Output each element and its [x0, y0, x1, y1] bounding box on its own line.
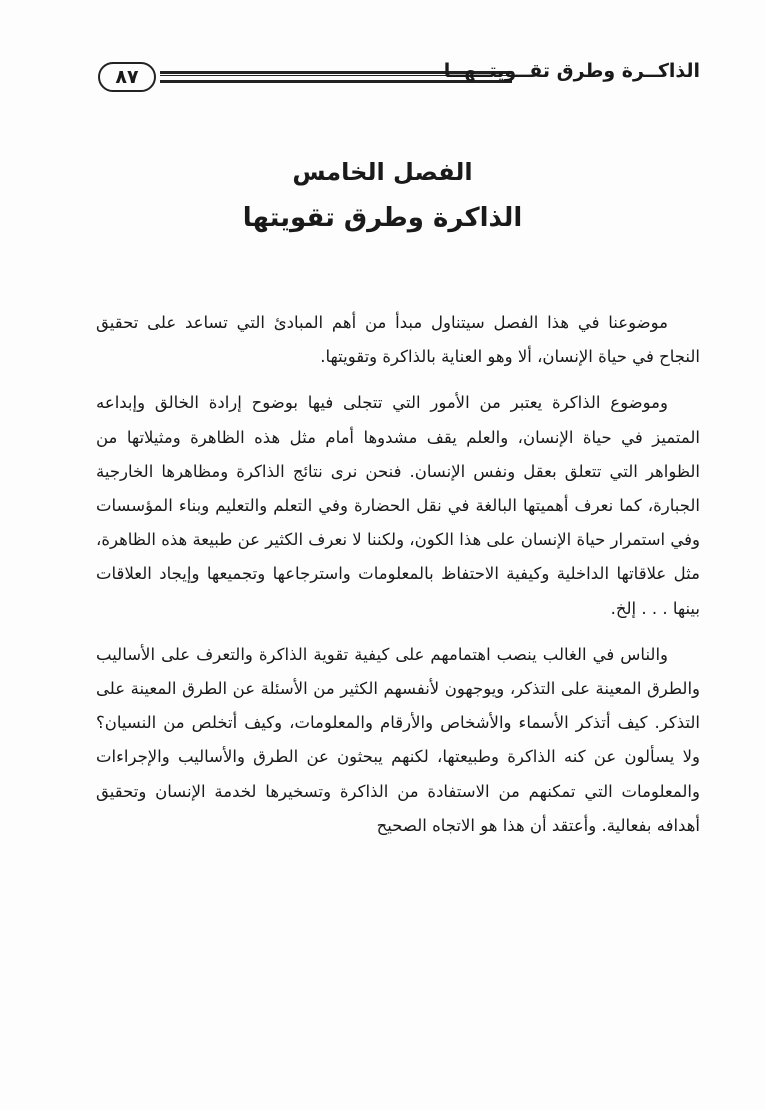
paragraph: موضوعنا في هذا الفصل سيتناول مبدأ من أهم المبادئ التي تساعد على تحقيق النجاح في حياة الإنسان، ألا وهو العناية بالذاكرة وتقويتها. [96, 313, 700, 367]
chapter-label: الفصل الخامس [292, 158, 473, 186]
paragraph: والناس في الغالب ينصب اهتمامهم على كيفية تقوية الذاكرة والتعرف على الأساليب والطرق المعينة على التذكر، ويوجهون لأنفسهم الكثير من الأسئلة عن الطرق المعينة على التذكر. كيف أتذكر الأسماء والأشخاص والأرقام والمعلومات، وكيف أتخلص من النسيان؟ ولا يسألون عن كنه الذاكرة وطبيعتها، لكنهم يبحثون عن الطرق والأساليب والإجراءات والمعلومات التي تمكنهم من الاستفادة من الذاكرة وتسخيرها لخدمة الإنسان وتحقيق أهدافه بفعالية. وأعتقد أن هذا هو الاتجاه الصحيح [96, 644, 700, 835]
body-text [96, 306, 700, 855]
running-header [98, 58, 700, 98]
running-title: الذاكــرة وطرق تقــويتــهــا [443, 60, 700, 82]
chapter-heading [120, 150, 645, 242]
paragraph: وموضوع الذاكرة يعتبر من الأمور التي تتجلى فيها بوضوح إرادة الخالق وإبداعه المتميز في حياة الإنسان، والعلم يقف مشدوها أمام مثل هذه الظاهرة ومثيلاتها من الظواهر التي تتعلق بعقل ونفس الإنسان. فنحن نرى نتائج الذاكرة ومظاهرها الخارجية الجبارة، كما نعرف أهميتها البالغة في نقل الحضارة وفي التعلم والتعليم وبناء المؤسسات وفي استمرار حياة الإنسان على هذا الكون، ولكننا لا نعرف الكثير عن طبيعة هذه الظاهرة، مثل علاقاتها الداخلية وكيفية الاحتفاظ بالمعلومات واسترجاعها وتجميعها وإيجاد العلاقات بينها . . . إلخ. [96, 393, 700, 618]
page-number-text: ٨٧ [115, 66, 139, 88]
page-number [98, 62, 156, 92]
chapter-title: الذاكرة وطرق تقويتها [242, 203, 523, 233]
